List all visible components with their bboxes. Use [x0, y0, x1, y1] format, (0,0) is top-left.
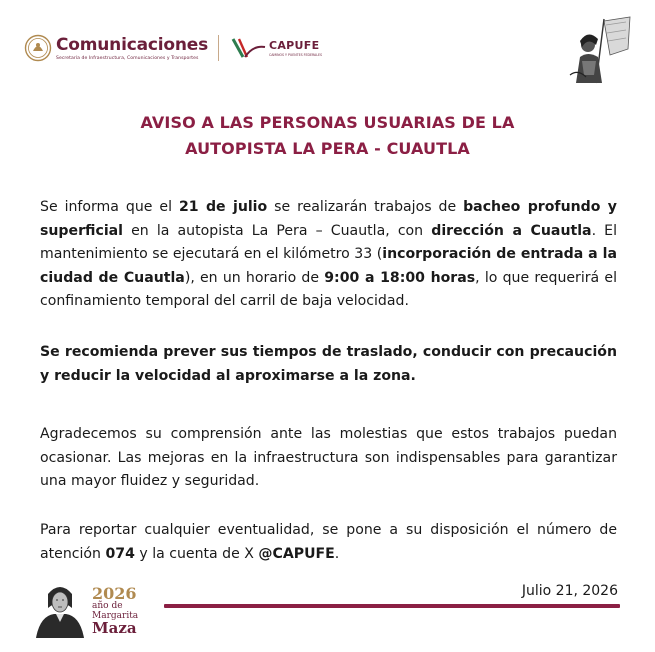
- notice-date: Julio 21, 2026: [521, 583, 618, 599]
- notice-paragraph-3: Agradecemos su comprensión ante las molestias que estos trabajos puedan ocasionar. Las mejoras en la infraestructura son indispensables para garantizar una mayor fluidez y seguridad.: [40, 426, 617, 489]
- notice-title: [0, 110, 655, 162]
- year-text-line-3: Margarita: [92, 611, 139, 621]
- p4-text-2: y la cuenta de X: [134, 545, 259, 562]
- national-seal-icon: [24, 34, 52, 62]
- p1-schedule: 9:00 a 18:00 horas: [324, 269, 476, 286]
- brand-block: [56, 36, 208, 61]
- capufe-logo: [231, 37, 322, 59]
- margarita-maza-portrait: [30, 578, 90, 638]
- notice-recommendation: Se recomienda prever sus tiempos de traslado, conducir con precaución y reducir la velocidad al aproximarse a la zona.: [40, 344, 617, 384]
- p1-text-3: en la autopista La Pera – Cuautla, con: [123, 222, 432, 239]
- capufe-road-icon: [231, 37, 267, 59]
- heroine-flag-illustration: [566, 15, 634, 85]
- p1-location: incorporación de entrada a la ciudad de Cuautla: [40, 246, 617, 286]
- p1-text-2: se realizarán trabajos de: [267, 199, 464, 215]
- p4-text-3: .: [334, 545, 340, 562]
- p4-x-account: @CAPUFE: [258, 545, 335, 562]
- footer-rule: [164, 604, 620, 608]
- p1-text-5: ), en un horario de: [184, 269, 325, 286]
- p4-phone: 074: [105, 545, 135, 562]
- p1-text-1: Se informa que el: [40, 199, 179, 215]
- p1-date: 21 de julio: [178, 199, 268, 215]
- p1-work-type: bacheo profundo y superficial: [40, 199, 617, 239]
- brand-subtitle: Secretaría de Infraestructura, Comunicaciones y Transportes: [56, 55, 199, 61]
- notice-contact: [40, 519, 617, 566]
- capufe-name: CAPUFE: [269, 39, 320, 52]
- capufe-subtitle: CAMINOS Y PUENTES FEDERALES: [269, 53, 323, 57]
- year-text-line-4: Maza: [92, 619, 137, 637]
- year-number: 2026: [92, 584, 137, 603]
- brand-name: Comunicaciones: [56, 34, 208, 55]
- header-logos: [24, 30, 322, 66]
- p1-text-4: . El mantenimiento se ejecutará en el kilómetro 33 (: [40, 222, 617, 262]
- p4-text-1: Para reportar cualquier eventualidad, se pone a su disposición el número de atención: [40, 522, 617, 562]
- p1-text-6: , lo que requerirá el confinamiento temporal del carril de baja velocidad.: [40, 269, 617, 309]
- p1-direction: dirección a Cuautla: [431, 222, 592, 239]
- year-text-line-2: año de: [92, 601, 123, 611]
- title-line-2: AUTOPISTA LA PERA - CUAUTLA: [185, 139, 470, 158]
- notice-paragraph-1: [40, 196, 617, 314]
- logo-divider: [218, 35, 219, 61]
- year-of-margarita-maza: [92, 586, 152, 636]
- title-line-1: AVISO A LAS PERSONAS USUARIAS DE LA: [140, 113, 515, 132]
